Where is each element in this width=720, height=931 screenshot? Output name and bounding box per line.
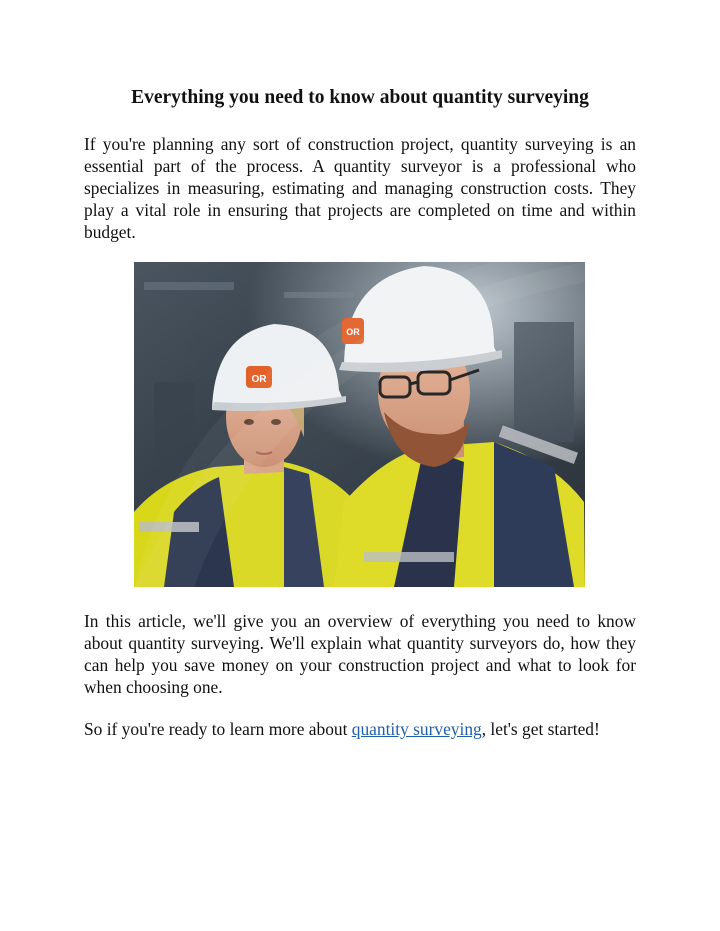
article-title: Everything you need to know about quantity surveying: [131, 87, 589, 108]
quantity-surveying-link[interactable]: quantity surveying: [351, 719, 482, 739]
svg-text:OR: OR: [346, 327, 360, 337]
workers-photo-illustration: [134, 262, 585, 587]
closing-text-before: So if you're ready to learn more about: [84, 719, 352, 739]
article-photo: [134, 262, 585, 587]
overview-paragraph: In this article, we'll give you an overview of everything you need to know about quantity surveying. We'll explain what quantity surveyors do, how they can help you save money on your construction project and what to look for when choosing one.: [84, 611, 636, 697]
svg-text:OR: OR: [251, 374, 267, 385]
closing-text-after: , let's get started!: [481, 719, 600, 739]
intro-paragraph: If you're planning any sort of construction project, quantity surveying is an essential part of the process. A quantity surveyor is a professional who specializes in measuring, estimating and managing construction costs. They play a vital role in ensuring that projects are completed on time and within budget.: [84, 134, 636, 242]
closing-paragraph: [84, 718, 636, 740]
